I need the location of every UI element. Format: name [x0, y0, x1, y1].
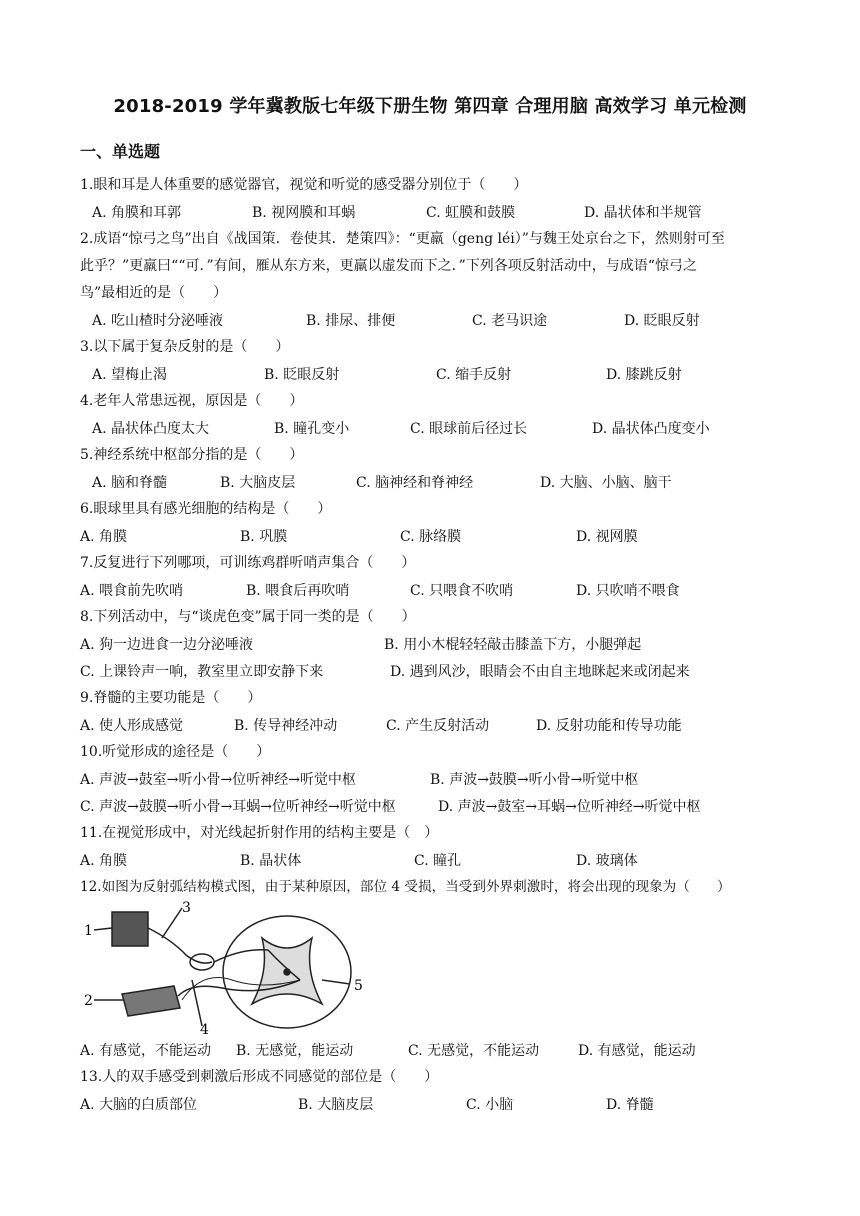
question-stem: 10.听觉形成的途径是（ ） — [80, 744, 271, 760]
sensory-nerve — [148, 928, 212, 963]
option-a: A. 喂食前先吹哨 — [80, 583, 184, 599]
option-c: C. 产生反射活动 — [386, 718, 490, 734]
question-stem: 5.神经系统中枢部分指的是（ ） — [80, 447, 304, 463]
option-a: A. 脑和脊髓 — [92, 475, 168, 491]
figure-label-3: 3 — [182, 900, 191, 916]
option-a: A. 狗一边进食一边分泌唾液 — [80, 637, 254, 653]
option-d: D. 眨眼反射 — [624, 313, 700, 329]
question-stem: 1.眼和耳是人体重要的感觉器官，视觉和听觉的感受器分别位于（ ） — [80, 177, 528, 193]
figure-label-4: 4 — [200, 1022, 209, 1035]
question-stem-line: 此乎？”更羸曰““可．”有间，雁从东方来，更羸以虚发而下之．”下列各项反射活动中，与成语“惊弓之 — [80, 258, 697, 274]
option-d: D. 晶状体和半规管 — [584, 205, 702, 221]
option-c: C. 虹膜和鼓膜 — [426, 205, 516, 221]
effector-block — [122, 986, 180, 1016]
option-d: D. 有感觉，能运动 — [578, 1043, 696, 1059]
option-a: A. 角膜 — [80, 853, 128, 869]
option-b: B. 大脑皮层 — [220, 475, 296, 491]
question-stem: 13.人的双手感受到刺激后形成不同感觉的部位是（ ） — [80, 1069, 439, 1085]
option-c: C. 缩手反射 — [436, 367, 512, 383]
option-c: C. 眼球前后径过长 — [410, 421, 528, 437]
reflex-arc-figure — [82, 900, 372, 1035]
question-stem: 4.老年人常患远视，原因是（ ） — [80, 393, 304, 409]
option-d: D. 玻璃体 — [576, 853, 638, 869]
figure-label-1: 1 — [84, 923, 93, 939]
option-c: C. 脑神经和脊神经 — [356, 475, 474, 491]
receptor-block — [112, 912, 148, 946]
option-b: B. 无感觉，能运动 — [236, 1043, 354, 1059]
figure-label-5: 5 — [354, 978, 363, 994]
option-a: A. 使人形成感觉 — [80, 718, 184, 734]
option-a: A. 有感觉，不能运动 — [80, 1043, 212, 1059]
option-b: B. 巩膜 — [240, 529, 288, 545]
option-d: D. 大脑、小脑、脑干 — [540, 475, 672, 491]
option-d: D. 声波→鼓室→耳蜗→位听神经→听觉中枢 — [438, 799, 701, 815]
option-d: D. 膝跳反射 — [606, 367, 682, 383]
option-c: C. 老马识途 — [472, 313, 548, 329]
option-b: B. 晶状体 — [240, 853, 302, 869]
question-stem: 12.如图为反射弧结构模式图，由于某种原因，部位 4 受损，当受到外界刺激时，将会出现的现象为（ ） — [80, 879, 731, 895]
option-c: C. 声波→鼓膜→听小骨→耳蜗→位听神经→听觉中枢 — [80, 799, 396, 815]
page-title: 2018-2019 学年冀教版七年级下册生物 第四章 合理用脑 高效学习 单元检测 — [113, 96, 747, 117]
option-d: D. 视网膜 — [576, 529, 638, 545]
question-stem-line: 2.成语“惊弓之鸟”出自《战国策．卷使其．楚策四》：“更羸（geng léi）”与魏王处京台之下，然则射可至 — [80, 231, 725, 247]
section-heading: 一、单选题 — [80, 142, 161, 161]
option-b: B. 眨眼反射 — [264, 367, 340, 383]
afferent-root — [214, 950, 268, 962]
option-b: B. 瞳孔变小 — [274, 421, 350, 437]
question-stem: 6.眼球里具有感光细胞的结构是（ ） — [80, 501, 332, 517]
option-a: A. 晶状体凸度太大 — [92, 421, 210, 437]
option-b: B. 视网膜和耳蜗 — [252, 205, 356, 221]
option-a: A. 望梅止渴 — [92, 367, 168, 383]
question-stem-line: 鸟”最相近的是（ ） — [80, 285, 228, 301]
option-b: B. 用小木棍轻轻敲击膝盖下方，小腿弹起 — [384, 637, 642, 653]
option-b: B. 喂食后再吹哨 — [246, 583, 350, 599]
option-d: D. 遇到风沙，眼睛会不由自主地眯起来或闭起来 — [390, 664, 690, 680]
option-a: A. 声波→鼓室→听小骨→位听神经→听觉中枢 — [80, 772, 356, 788]
option-b: B. 传导神经冲动 — [234, 718, 338, 734]
question-stem: 7.反复进行下列哪项，可训练鸡群听哨声集合（ ） — [80, 555, 416, 571]
question-stem: 9.脊髓的主要功能是（ ） — [80, 690, 262, 706]
option-a: A. 吃山楂时分泌唾液 — [92, 313, 224, 329]
option-a: A. 大脑的白质部位 — [80, 1097, 198, 1113]
option-c: C. 上课铃声一响，教室里立即安静下来 — [80, 664, 324, 680]
option-d: D. 反射功能和传导功能 — [536, 718, 682, 734]
option-d: D. 脊髓 — [606, 1097, 654, 1113]
option-c: C. 瞳孔 — [414, 853, 462, 869]
question-stem: 3.以下属于复杂反射的是（ ） — [80, 339, 290, 355]
option-b: B. 排尿、排便 — [306, 313, 396, 329]
option-c: C. 只喂食不吹哨 — [410, 583, 514, 599]
option-b: B. 声波→鼓膜→听小骨→听觉中枢 — [430, 772, 639, 788]
question-stem: 8.下列活动中，与“谈虎色变”属于同一类的是（ ） — [80, 609, 416, 625]
option-a: A. 角膜 — [80, 529, 128, 545]
option-d: D. 晶状体凸度变小 — [592, 421, 710, 437]
option-c: C. 脉络膜 — [400, 529, 462, 545]
figure-label-2: 2 — [84, 993, 93, 1009]
option-c: C. 无感觉，不能运动 — [408, 1043, 540, 1059]
option-c: C. 小脑 — [466, 1097, 514, 1113]
option-b: B. 大脑皮层 — [298, 1097, 374, 1113]
option-d: D. 只吹哨不喂食 — [576, 583, 680, 599]
question-stem: 11.在视觉形成中，对光线起折射作用的结构主要是（ ） — [80, 825, 439, 841]
option-a: A. 角膜和耳郭 — [92, 205, 182, 221]
